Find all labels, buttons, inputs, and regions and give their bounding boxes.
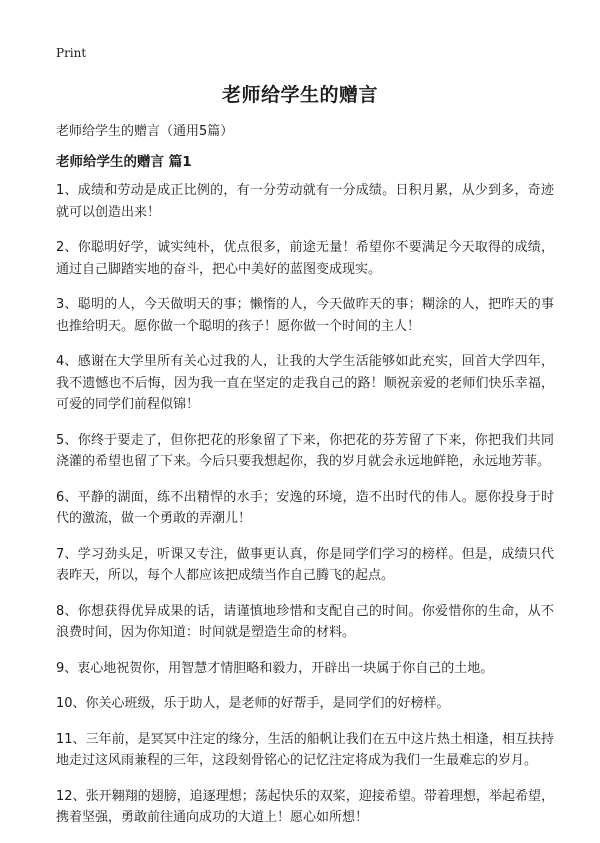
list-item: 2、你聪明好学，诚实纯朴，优点很多，前途无量！希望你不要满足今天取得的成绩，通过自己脚踏实地的奋斗，把心中美好的蓝图变成现实。 — [56, 240, 554, 277]
list-item: 1、成绩和劳动是成正比例的，有一分劳动就有一分成绩。日积月累，从少到多，奇迹就可以创造出来！ — [56, 183, 554, 220]
page-title: 老师给学生的赠言 — [221, 84, 378, 106]
document-subtitle: 老师给学生的赠言（通用5篇） — [56, 124, 234, 139]
list-item: 6、平静的湖面，练不出精悍的水手；安逸的环境，造不出时代的伟人。愿你投身于时代的激流，做一个勇敢的弄潮儿！ — [56, 489, 554, 526]
list-item: 3、聪明的人，今天做明天的事；懒惰的人，今天做昨天的事；糊涂的人，把昨天的事也推给明天。愿你做一个聪明的孩子！愿你做一个时间的主人！ — [56, 297, 554, 334]
list-item: 9、衷心地祝贺你，用智慧才情胆略和毅力，开辟出一块属于你自己的土地。 — [56, 660, 494, 676]
list-item: 8、你想获得优异成果的话，请谨慎地珍惜和支配自己的时间。你爱惜你的生命，从不浪费时间，因为你知道：时间就是塑造生命的材料。 — [56, 603, 554, 640]
item-list — [56, 180, 554, 843]
section-heading: 老师给学生的赠言 篇1 — [56, 154, 192, 170]
list-item: 5、你终于要走了，但你把花的形象留了下来，你把花的芬芳留了下来，你把我们共同浇灌的希望也留了下来。今后只要我想起你，我的岁月就会永远地鲜艳，永远地芳菲。 — [56, 432, 554, 469]
list-item: 7、学习劲头足，听课又专注，做事更认真，你是同学们学习的榜样。但是，成绩只代表昨天，所以，每个人都应该把成绩当作自己腾飞的起点。 — [56, 546, 554, 583]
list-item: 11、三年前，是冥冥中注定的缘分，生活的船帆让我们在五中这片热土相逢，相互扶持地走过这风雨兼程的三年，这段刻骨铭心的记忆注定将成为我们一生最难忘的岁月。 — [56, 731, 554, 768]
list-item: 4、感谢在大学里所有关心过我的人，让我的大学生活能够如此充实，回首大学四年，我不遗憾也不后悔，因为我一直在坚定的走我自己的路！顺祝亲爱的老师们快乐幸福，可爱的同学们前程似锦！ — [56, 354, 554, 412]
print-link[interactable]: Print — [56, 46, 87, 60]
list-item: 10、你关心班级，乐于助人，是老师的好帮手，是同学们的好榜样。 — [56, 696, 450, 711]
list-item: 12、张开翱翔的翅膀，追逐理想；荡起快乐的双桨，迎接希望。带着理想，举起希望，携着坚强，勇敢前往通向成功的大道上！愿心如所想！ — [56, 788, 554, 825]
